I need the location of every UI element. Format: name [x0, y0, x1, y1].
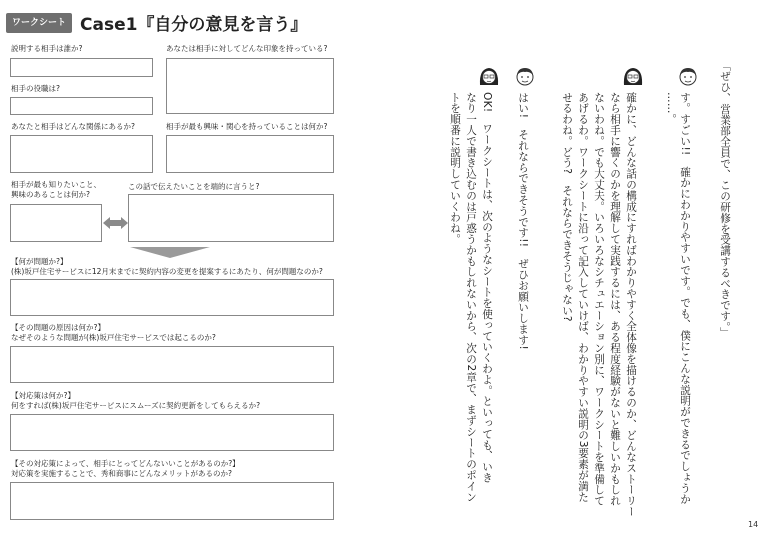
dialogue-line: 「ぜひ、営業部全員で、この研修を受講するべきです。」: [719, 60, 731, 339]
answer-message-field[interactable]: [128, 194, 334, 242]
question-want-line1: 相手が最も知りたいこと、: [11, 180, 101, 189]
down-arrow-icon: [130, 247, 210, 258]
section-cause-title: 【その問題の原因は何か?】: [11, 323, 105, 332]
worksheet-badge: ワークシート: [6, 13, 72, 33]
dialogue-line: OK! ワークシートは、次のようなシートを使っていくわよ。といっても、いき: [481, 92, 493, 484]
dialogue-line: あげるわ。ワークシートに沿って記入していけば、わかりやすい説明の3要素が満た: [577, 92, 589, 503]
question-relation-label: あなたと相手はどんな関係にあるか?: [11, 122, 135, 131]
question-want-line2: 興味のあることは何か?: [11, 190, 90, 199]
question-role-label: 相手の役職は?: [11, 84, 60, 93]
question-want-label: [11, 180, 101, 200]
question-who-label: 説明する相手は誰か?: [11, 44, 83, 53]
question-message-label: この話で伝えたいことを端的に言うと?: [128, 182, 260, 191]
dialogue-line: トを順番に説明していくわね。: [449, 92, 461, 245]
answer-interest-field[interactable]: [166, 135, 334, 173]
woman-mentor-avatar: [478, 65, 500, 87]
question-interest-label: 相手が最も興味・関心を持っていることは何か?: [166, 122, 328, 131]
section-benefit-title: 【その対応策によって、相手にとってどんないいことがあるのか?】: [11, 459, 240, 468]
answer-problem-field[interactable]: [10, 279, 334, 316]
answer-benefit-field[interactable]: [10, 482, 334, 520]
section-benefit-text: 対応策を実施することで、秀和商事にどんなメリットがあるのか?: [11, 469, 233, 478]
dialogue-line: はい! それならできそうです!! ぜひお願いします!: [517, 92, 529, 350]
double-arrow-icon: [103, 216, 128, 230]
section-solution-title: 【対応策は何か?】: [11, 391, 75, 400]
section-cause-text: なぜそのような問題が(株)坂戸住宅サービスでは起こるのか?: [11, 333, 216, 342]
question-impression-label: あなたは相手に対してどんな印象を持っている?: [166, 44, 328, 53]
dialogue-line: せるわね。どう? それならできそうじゃない?: [561, 92, 573, 322]
dialogue-line: ないわね。でも大丈夫。いろいろなシチュエーション別に、ワークシートを準備して: [593, 92, 605, 507]
section-solution-text: 何をすれば(株)坂戸住宅サービスにスムーズに契約更新をしてもらえるか?: [11, 401, 261, 410]
answer-relation-field[interactable]: [10, 135, 153, 173]
dialogue-line: なり一人で書き込むのは戸惑うかもしれないから、次の2章で、まずシートのポイン: [465, 92, 477, 503]
young-man-avatar: [514, 65, 536, 87]
woman-mentor-avatar: [622, 65, 644, 87]
answer-impression-field[interactable]: [166, 58, 334, 114]
section-problem-text: (株)坂戸住宅サービスに12月末までに契約内容の変更を提案するにあたり、何が問題なのか?: [11, 267, 323, 276]
page-number: 14: [748, 520, 759, 529]
page-title: Case1『自分の意見を言う』: [80, 15, 308, 35]
dialogue-line: ……。: [665, 92, 677, 125]
answer-who-field[interactable]: [10, 58, 153, 77]
section-problem-title: 【何が問題か?】: [11, 257, 68, 266]
dialogue-line: す。すごい!! 確かにわかりやすいです。でも、僕にこんな説明ができるでしょうか: [679, 92, 691, 505]
dialogue-line: なら相手に響くのかを理解して実践するには、ある程度経験がないと難しいかもしれ: [609, 92, 621, 507]
dialogue-line: 確かに、どんな話の構成にすればわかりやすく全体像を描けるのか、どんなストーリー: [625, 92, 637, 518]
answer-want-field[interactable]: [10, 204, 102, 242]
answer-solution-field[interactable]: [10, 414, 334, 451]
answer-role-field[interactable]: [10, 97, 153, 115]
answer-cause-field[interactable]: [10, 346, 334, 383]
young-man-avatar: [677, 65, 699, 87]
